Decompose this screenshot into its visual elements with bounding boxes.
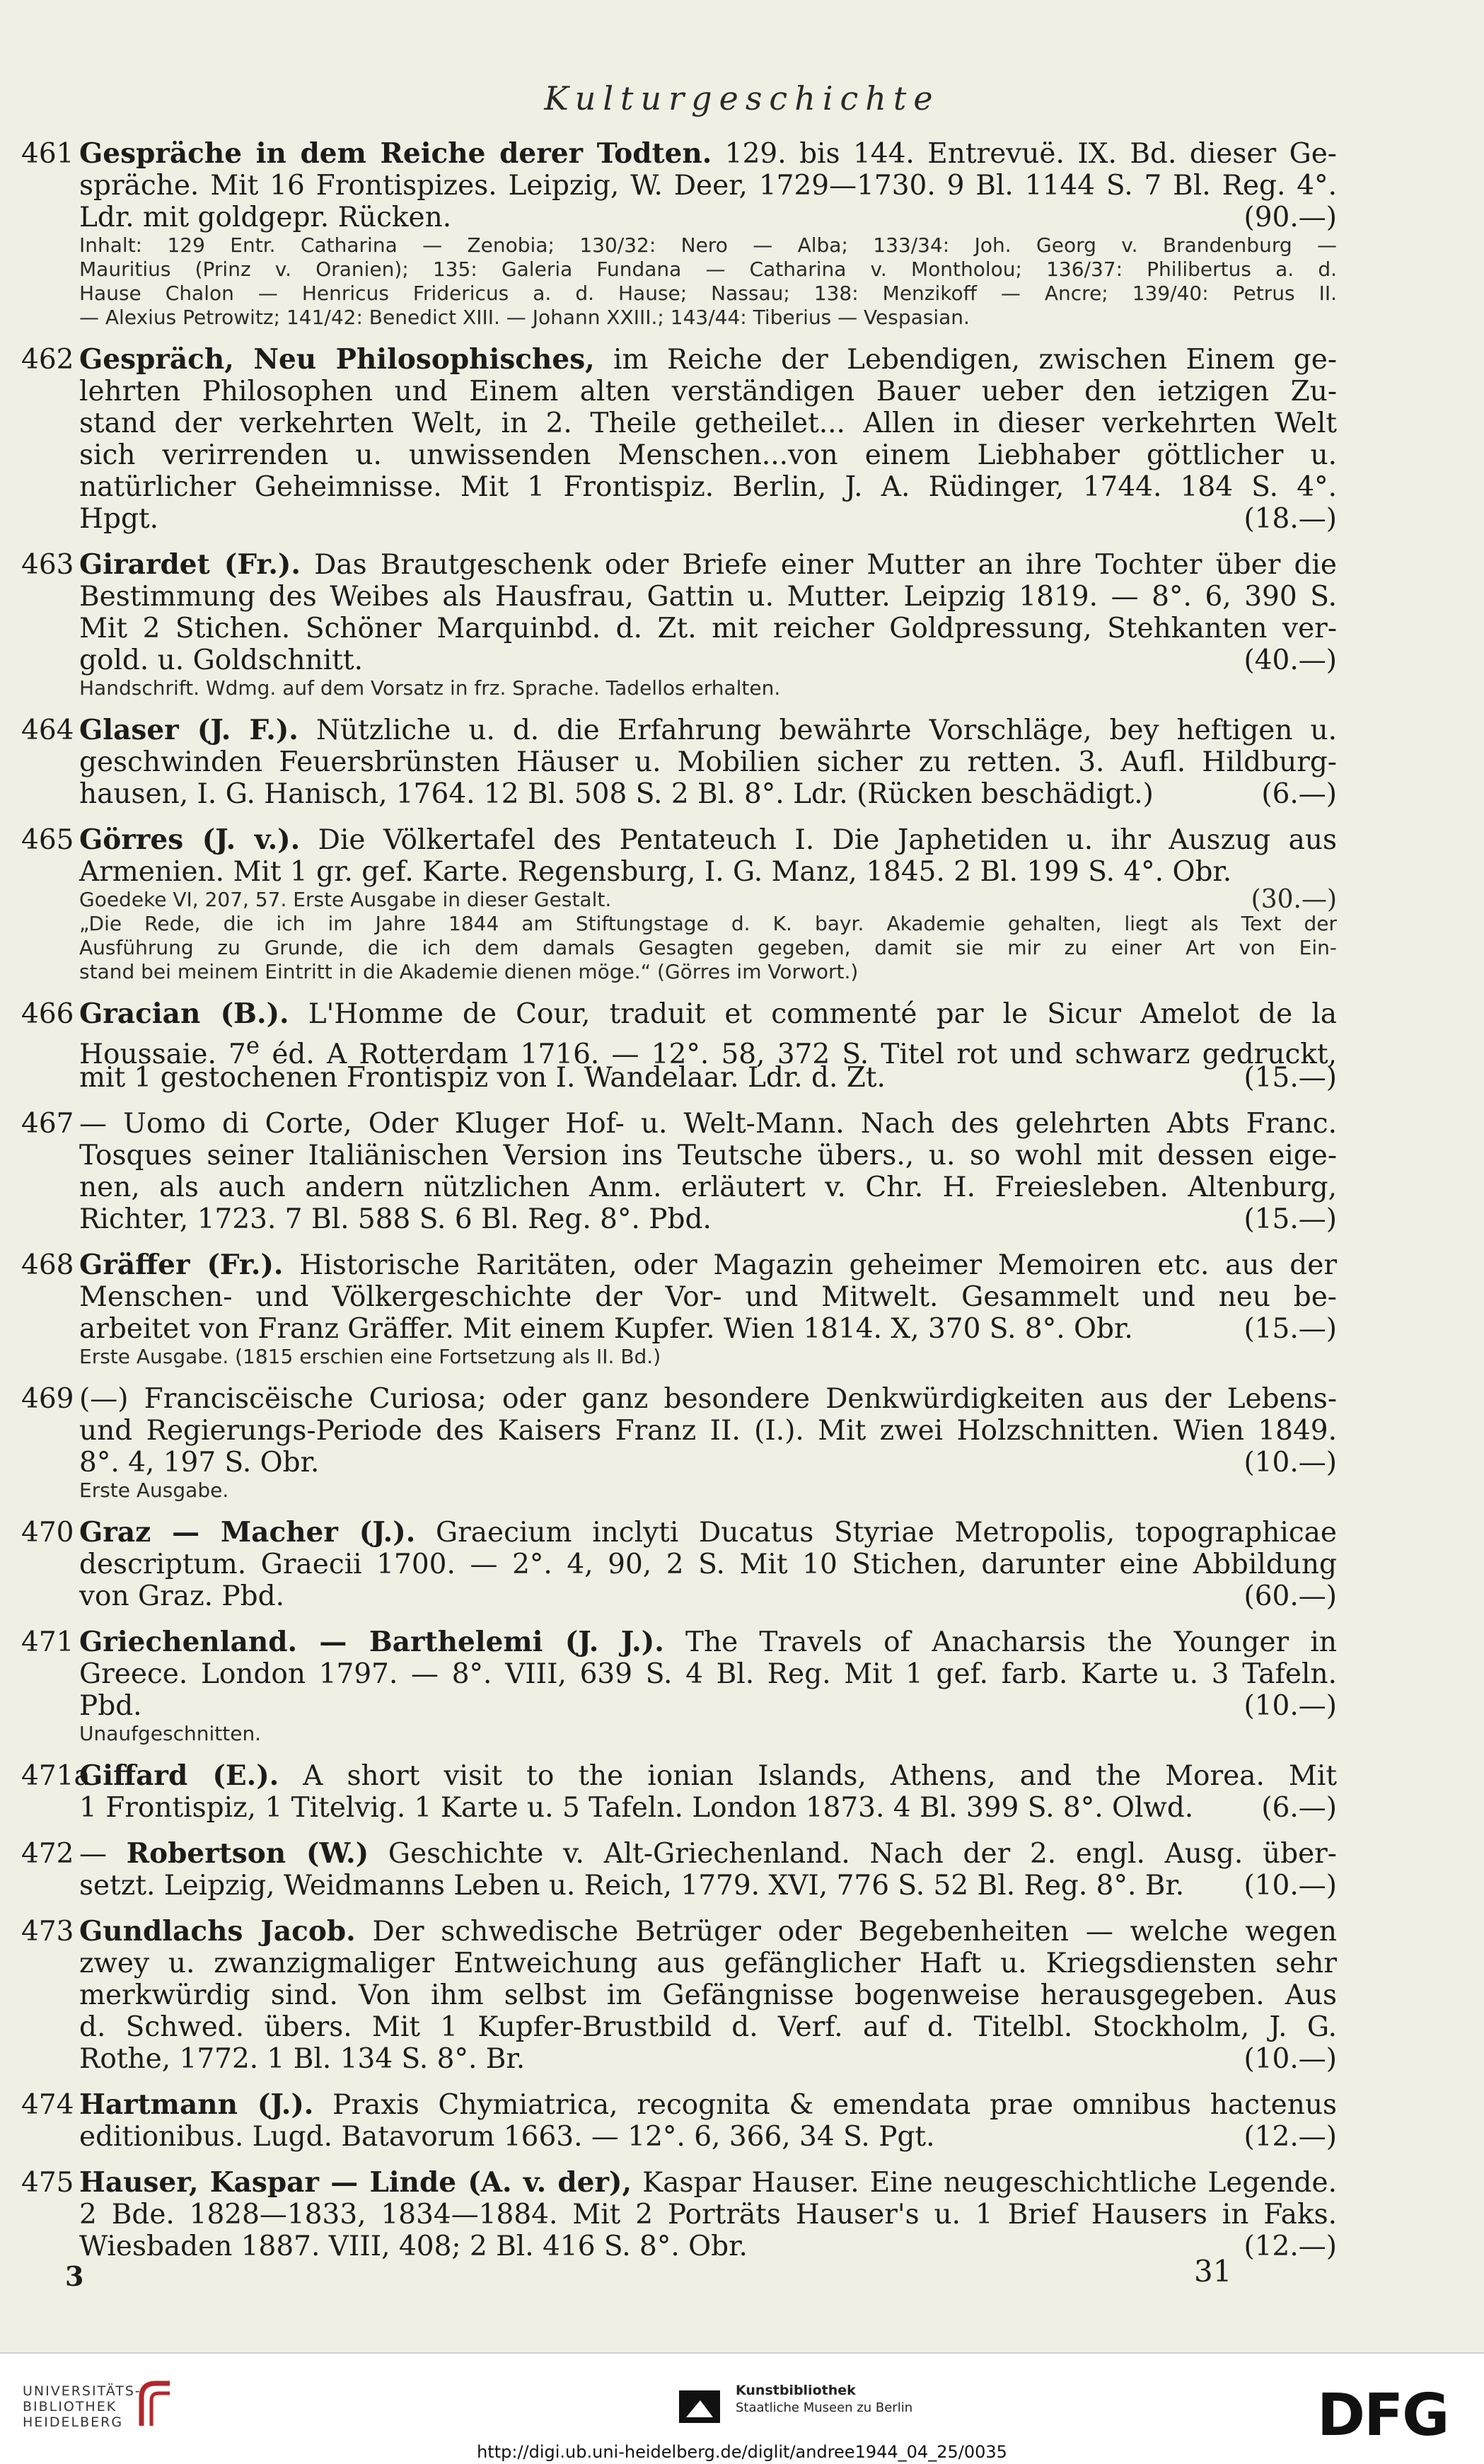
entry-text-line: arbeitet von Franz Gräffer. Mit einem Kupfer. Wien 1814. X, 370 S. 8°. Obr. (15.—) <box>79 1313 1337 1345</box>
entry-text-line: Tosques seiner Italiänischen Version ins Teutsche übers., u. so wohl mit dessen eige- <box>79 1140 1337 1172</box>
entry-text-line: nen, als auch andern nützlichen Anm. erläutert v. Chr. H. Freiesleben. Altenburg, <box>79 1172 1337 1203</box>
entry-text-line: Wiesbaden 1887. VIII, 408; 2 Bl. 416 S. 8°. Obr. (12.—) <box>79 2231 1337 2262</box>
catalog-entry <box>21 344 1337 535</box>
entry-body <box>79 2167 1337 2262</box>
page-number: 31 <box>1194 2254 1232 2289</box>
entry-text-line: merkwürdig sind. Von ihm selbst im Gefängnisse bogenweise herausgegeben. Aus <box>79 1979 1337 2011</box>
library-label: Kunstbibliothek Staatliche Museen zu Berlin <box>736 2383 913 2415</box>
entry-body <box>79 715 1337 810</box>
entry-note-line: Unaufgeschnitten. <box>79 1722 262 1745</box>
catalog-entry <box>21 1838 1337 1902</box>
entry-price: (6.—) <box>1261 1792 1337 1824</box>
entry-text-line: (—) Franciscëische Curiosa; oder ganz besondere Denkwürdigkeiten aus der Lebens- <box>79 1383 1337 1415</box>
entry-text-line: Giffard (E.). A short visit to the ionian Islands, Athens, and the Morea. Mit <box>79 1759 1337 1792</box>
catalog-entry <box>21 715 1337 810</box>
entry-number: 465 <box>21 824 74 856</box>
entry-text-line: setzt. Leipzig, Weidmanns Leben u. Reich, 1779. XVI, 776 S. 52 Bl. Reg. 8°. Br. (10.—) <box>79 1870 1337 1902</box>
catalog-entry <box>21 1916 1337 2075</box>
entry-body <box>79 2089 1337 2153</box>
entry-text-line: sich verirrenden u. unwissenden Menschen...von einem Liebhaber göttlicher u. <box>79 439 1337 471</box>
entry-note-line: Goedeke VI, 207, 57. Erste Ausgabe in dieser Gestalt. (30.—) <box>79 885 1337 914</box>
entry-note-line: Hause Chalon — Henricus Fridericus a. d. Hause; Nassau; 138: Menzikoff — Ancre; 139/40: Petrus II. <box>79 282 1337 305</box>
entry-price: (15.—) <box>1244 1203 1337 1235</box>
entry-number: 463 <box>21 549 74 581</box>
entry-body <box>79 1108 1337 1235</box>
entry-text-line: natürlicher Geheimnisse. Mit 1 Frontispiz. Berlin, J. A. Rüdinger, 1744. 184 S. 4°. <box>79 471 1337 503</box>
entry-text-line: gold. u. Goldschnitt. (40.—) <box>79 644 1337 676</box>
entry-text-line: 8°. 4, 197 S. Obr. (10.—) <box>79 1447 1337 1479</box>
entry-text-line: Ldr. mit goldgepr. Rücken. (90.—) <box>79 202 1337 233</box>
entry-price: (30.—) <box>1251 885 1337 914</box>
entry-number: 472 <box>21 1838 74 1870</box>
entry-price: (12.—) <box>1244 2231 1337 2262</box>
entry-number: 471a <box>21 1760 91 1792</box>
catalog-entry <box>21 1760 1337 1824</box>
entry-text-line: zwey u. zwanzigmaliger Entweichung aus gefänglicher Haft u. Kriegsdiensten sehr <box>79 1948 1337 1979</box>
entry-number: 466 <box>21 998 74 1030</box>
entry-text-line: von Graz. Pbd. (60.—) <box>79 1580 1337 1612</box>
entry-number: 474 <box>21 2089 74 2121</box>
entry-list <box>21 138 1337 2277</box>
entry-number: 468 <box>21 1249 74 1281</box>
entry-text-line: Gespräch, Neu Philosophisches, im Reiche der Lebendigen, zwischen Einem ge- <box>79 343 1337 376</box>
entry-text-line: Griechenland. — Barthelemi (J. J.). The Travels of Anacharsis the Younger in <box>79 1626 1338 1658</box>
entry-price: (6.—) <box>1261 778 1337 810</box>
entry-note-line: Mauritius (Prinz v. Oranien); 135: Galeria Fundana — Catharina v. Montholou; 136/37: Philibertus a. d. <box>79 258 1337 281</box>
entry-text-line: descriptum. Graecii 1700. — 2°. 4, 90, 2 S. Mit 10 Stichen, darunter eine Abbildung <box>79 1549 1337 1580</box>
kunstbibliothek-logo-icon <box>679 2386 720 2427</box>
entry-text-line: Girardet (Fr.). Das Brautgeschenk oder Briefe einer Mutter an ihre Tochter über die <box>79 548 1337 581</box>
catalog-entry <box>21 1249 1337 1369</box>
entry-note-line: Ausführung zu Grunde, die ich dem damals Gesagten gegeben, damit sie mir zu einer Art von Ein- <box>79 936 1337 959</box>
source-url[interactable]: http://digi.ub.uni-heidelberg.de/diglit/andree1944_04_25/0035 <box>477 2442 1007 2462</box>
catalog-entry <box>21 998 1337 1094</box>
entry-text-line: 2 Bde. 1828—1833, 1834—1884. Mit 2 Porträts Hauser's u. 1 Brief Hausers in Faks. <box>79 2199 1337 2231</box>
entry-body <box>79 1383 1337 1503</box>
entry-price: (15.—) <box>1244 1313 1337 1345</box>
entry-text-line: geschwinden Feuersbrünsten Häuser u. Mobilien sicher zu retten. 3. Aufl. Hildburg- <box>79 746 1337 778</box>
entry-text-line: d. Schwed. übers. Mit 1 Kupfer-Brustbild d. Verf. auf d. Titelbl. Stockholm, J. G. <box>79 2011 1337 2043</box>
entry-body <box>79 1838 1337 1902</box>
entry-text-line: Gundlachs Jacob. Der schwedische Betrüger oder Begebenheiten — welche wegen <box>79 1915 1337 1948</box>
entry-text-line: Greece. London 1797. — 8°. VIII, 639 S. 4 Bl. Reg. Mit 1 gef. farb. Karte u. 3 Tafeln. <box>79 1658 1337 1690</box>
entry-text-line: Richter, 1723. 7 Bl. 588 S. 6 Bl. Reg. 8°. Pbd. (15.—) <box>79 1203 1337 1235</box>
entry-text-line: hausen, I. G. Hanisch, 1764. 12 Bl. 508 S. 2 Bl. 8°. Ldr. (Rücken beschädigt.) (6.—) <box>79 778 1337 810</box>
catalog-entry <box>21 1626 1337 1746</box>
entry-price: (40.—) <box>1244 644 1337 676</box>
signature-mark: 3 <box>65 2260 84 2292</box>
catalog-entry <box>21 1383 1337 1503</box>
catalog-entry <box>21 138 1337 330</box>
entry-note-line: Inhalt: 129 Entr. Catharina — Zenobia; 130/32: Nero — Alba; 133/34: Joh. Georg v. Brandenburg — <box>79 233 1337 257</box>
entry-price: (10.—) <box>1244 1447 1337 1479</box>
entry-price: (10.—) <box>1244 1690 1337 1722</box>
entry-text-line: Hauser, Kaspar — Linde (A. v. der), Kaspar Hauser. Eine neugeschichtliche Legende. <box>79 2166 1337 2199</box>
entry-text-line: 1 Frontispiz, 1 Titelvig. 1 Karte u. 5 Tafeln. London 1873. 4 Bl. 399 S. 8°. Olwd. (6.—) <box>79 1792 1337 1824</box>
catalog-entry <box>21 824 1337 984</box>
entry-number: 471 <box>21 1626 74 1658</box>
entry-number: 464 <box>21 715 74 746</box>
university-label: UNIVERSITÄTS- BIBLIOTHEK HEIDELBERG <box>23 2383 141 2430</box>
page-title: Kulturgeschichte <box>544 79 940 117</box>
entry-body <box>79 1760 1337 1824</box>
entry-text-line: mit 1 gestochenen Frontispiz von I. Wandelaar. Ldr. d. Zt. (15.—) <box>79 1062 1337 1094</box>
entry-price: (10.—) <box>1244 1870 1337 1902</box>
entry-note-line: Erste Ausgabe. <box>79 1479 229 1502</box>
catalog-entry <box>21 2167 1337 2262</box>
entry-note-line: Erste Ausgabe. (1815 erschien eine Fortsetzung als II. Bd.) <box>79 1345 661 1368</box>
entry-body <box>79 549 1337 700</box>
entry-text-line: lehrten Philosophen und Einem alten verständigen Bauer ueber den ietzigen Zu- <box>79 376 1337 407</box>
entry-text-line: stand der verkehrten Welt, in 2. Theile getheilet... Allen in dieser verkehrten Welt <box>79 407 1337 439</box>
entry-text-line: — Uomo di Corte, Oder Kluger Hof- u. Welt-Mann. Nach des gelehrten Abts Franc. <box>79 1108 1337 1140</box>
entry-body <box>79 1249 1337 1369</box>
entry-body <box>79 1517 1337 1612</box>
university-logo-icon <box>134 2376 177 2430</box>
entry-text-line: Houssaie. 7e éd. A Rotterdam 1716. — 12°. 58, 372 S. Titel rot und schwarz gedruckt, <box>79 1032 1337 1070</box>
entry-text-line: editionibus. Lugd. Batavorum 1663. — 12°. 6, 366, 34 S. Pgt. (12.—) <box>79 2121 1337 2153</box>
entry-text-line: und Regierungs-Periode des Kaisers Franz II. (I.). Mit zwei Holzschnitten. Wien 1849. <box>79 1415 1337 1447</box>
entry-text-line: Hpgt. (18.—) <box>79 503 1337 535</box>
catalog-entry <box>21 2089 1337 2153</box>
entry-body <box>79 824 1337 984</box>
dfg-logo: DFG <box>1317 2382 1449 2449</box>
entry-number: 475 <box>21 2167 74 2199</box>
entry-text-line: Gräffer (Fr.). Historische Raritäten, oder Magazin geheimer Memoiren etc. aus der <box>79 1249 1337 1281</box>
entry-body <box>79 998 1337 1094</box>
entry-text-line: Graz — Macher (J.). Graecium inclyti Ducatus Styriae Metropolis, topographicae <box>79 1516 1337 1549</box>
entry-body <box>79 1626 1337 1746</box>
entry-text-line: Bestimmung des Weibes als Hausfrau, Gattin u. Mutter. Leipzig 1819. — 8°. 6, 390 S. <box>79 581 1337 613</box>
entry-text-line: Pbd. (10.—) <box>79 1690 1337 1722</box>
entry-text-line: Gracian (B.). L'Homme de Cour, traduit et commenté par le Sicur Amelot de la <box>79 997 1337 1030</box>
entry-text-line: Gespräche in dem Reiche derer Todten. 129. bis 144. Entrevuë. IX. Bd. dieser Ge- <box>79 137 1337 170</box>
entry-note-line: stand bei meinem Eintritt in die Akademie dienen möge.“ (Görres im Vorwort.) <box>79 960 859 983</box>
entry-body <box>79 1916 1337 2075</box>
entry-price: (12.—) <box>1244 2121 1337 2153</box>
entry-text-line: Görres (J. v.). Die Völkertafel des Pentateuch I. Die Japhetiden u. ihr Auszug aus <box>79 823 1338 856</box>
entry-price: (18.—) <box>1244 503 1337 535</box>
entry-note-line: — Alexius Petrowitz; 141/42: Benedict XIII. — Johann XXIII.; 143/44: Tiberius — Vespasian. <box>79 306 970 329</box>
entry-number: 461 <box>21 138 74 170</box>
entry-text-line: — Robertson (W.) Geschichte v. Alt-Griechenland. Nach der 2. engl. Ausg. über- <box>79 1837 1337 1870</box>
entry-text-line: Rothe, 1772. 1 Bl. 134 S. 8°. Br. (10.—) <box>79 2043 1337 2075</box>
entry-text-line: Mit 2 Stichen. Schöner Marquinbd. d. Zt. mit reicher Goldpressung, Stehkanten ver- <box>79 613 1337 644</box>
entry-text-line: spräche. Mit 16 Frontispizes. Leipzig, W. Deer, 1729—1730. 9 Bl. 1144 S. 7 Bl. Reg. 4°. <box>79 170 1337 202</box>
catalog-entry <box>21 1108 1337 1235</box>
catalog-entry <box>21 1517 1337 1612</box>
entry-note-line: „Die Rede, die ich im Jahre 1844 am Stiftungstage d. K. bayr. Akademie gehalten, liegt als Text der <box>79 912 1337 935</box>
entry-number: 467 <box>21 1108 74 1140</box>
entry-text-line: Armenien. Mit 1 gr. gef. Karte. Regensburg, I. G. Manz, 1845. 2 Bl. 199 S. 4°. Obr. <box>79 856 1232 888</box>
footer-bar <box>0 2352 1484 2464</box>
entry-body <box>79 344 1337 535</box>
entry-text-line: Glaser (J. F.). Nützliche u. d. die Erfahrung bewährte Vorschläge, bey heftigen u. <box>79 714 1337 746</box>
entry-text-line: Hartmann (J.). Praxis Chymiatrica, recognita & emendata prae omnibus hactenus <box>79 2088 1337 2121</box>
entry-note-line: Handschrift. Wdmg. auf dem Vorsatz in frz. Sprache. Tadellos erhalten. <box>79 676 781 700</box>
entry-number: 469 <box>21 1383 74 1415</box>
catalog-entry <box>21 549 1337 700</box>
entry-number: 473 <box>21 1916 74 1948</box>
entry-price: (90.—) <box>1244 202 1337 233</box>
entry-number: 470 <box>21 1517 74 1549</box>
entry-text-line: Menschen- und Völkergeschichte der Vor- und Mitwelt. Gesammelt und neu be- <box>79 1281 1337 1313</box>
entry-price: (60.—) <box>1244 1580 1337 1612</box>
entry-number: 462 <box>21 344 74 376</box>
entry-price: (15.—) <box>1244 1062 1337 1094</box>
entry-price: (10.—) <box>1244 2043 1337 2075</box>
entry-body <box>79 138 1337 330</box>
